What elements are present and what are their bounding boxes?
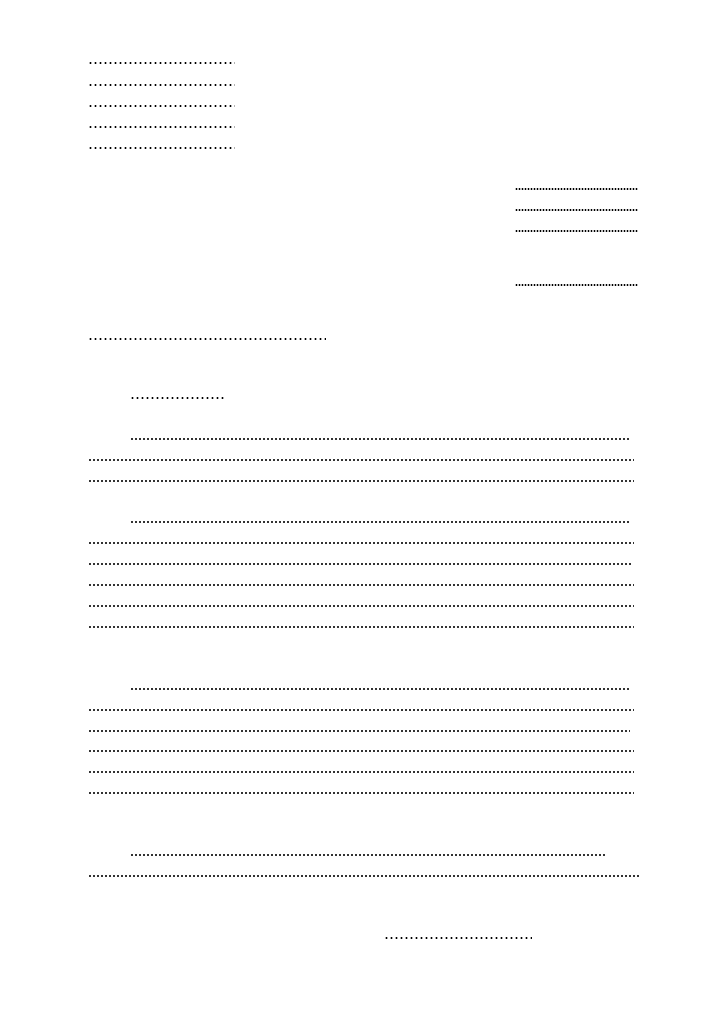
paragraph-line[interactable] [130, 687, 630, 691]
paragraph-line[interactable] [88, 604, 634, 608]
sender-line[interactable] [88, 125, 235, 129]
recipient-line[interactable] [515, 187, 638, 191]
recipient-line[interactable] [515, 208, 638, 212]
recipient-line[interactable] [515, 229, 638, 233]
paragraph-line[interactable] [88, 729, 630, 733]
paragraph-line[interactable] [88, 625, 634, 629]
paragraph-line[interactable] [130, 520, 630, 524]
paragraph-line[interactable] [88, 770, 634, 774]
paragraph-line[interactable] [130, 853, 605, 857]
subject-line[interactable] [88, 337, 326, 341]
paragraph-line[interactable] [88, 708, 634, 712]
paragraph-line[interactable] [88, 479, 634, 483]
sender-line[interactable] [88, 146, 235, 150]
paragraph-line[interactable] [88, 541, 634, 545]
paragraph-line[interactable] [88, 791, 634, 795]
signature-line[interactable] [384, 936, 532, 940]
sender-line[interactable] [88, 61, 235, 65]
sender-line[interactable] [88, 83, 235, 87]
paragraph-line[interactable] [88, 458, 634, 462]
sender-line[interactable] [88, 104, 235, 108]
salutation-line[interactable] [130, 396, 224, 400]
paragraph-line[interactable] [88, 562, 632, 566]
paragraph-line[interactable] [88, 749, 634, 753]
date-place-line[interactable] [515, 283, 638, 287]
paragraph-line[interactable] [88, 583, 634, 587]
paragraph-line[interactable] [88, 874, 640, 878]
paragraph-line[interactable] [130, 437, 630, 441]
